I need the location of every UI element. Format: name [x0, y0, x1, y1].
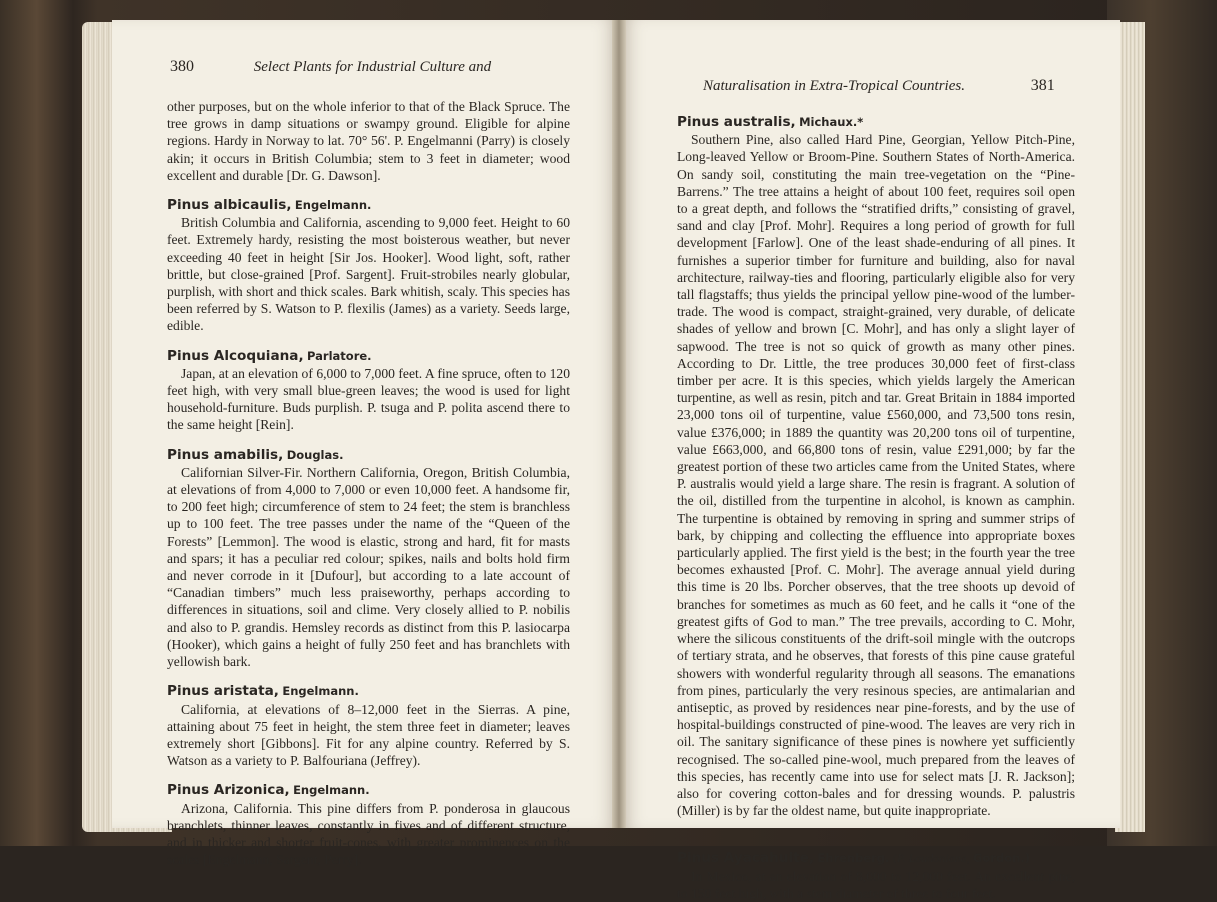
- entry-authority: Engelmann.: [293, 783, 370, 798]
- entry-text: In Mexico, at an elevation of 8,000 to 12,000 feet. An excellent pine, to 150 feet high, with a stem diameter of three to four feet.: [677, 868, 1075, 901]
- entry-text: Southern Pine, also called Hard Pine, Georgian, Yellow Pitch-Pine, Long-leaved Yellow or Broom-Pine. Southern States of North-America. On sandy soil, constituting the main tree-vegetation on the “Pine-Barrens.” The tree attains a height of about 100 feet, requires soil open to a great depth, and follows the “stratified drifts,” consisting of gravel, sand and clay [Prof. Mohr]. Requires a long period of growth for full development [Farlow]. One of the least shade-enduring of all pines. It furnishes a superior timber for furniture and building, also for naval architecture, railway-ties and flooring, particularly eligible also for very tall flagstaffs; thus yields the principal yellow pine-wood of the lumber-trade. The wood is compact, straight-grained, very durable, of delicate shades of yellow and brown [C. Mohr], and has only a slight layer of sapwood. The tree is not so quick of growth as many other pines. According to Dr. Little, the tree produces 30,000 feet of first-class timber per acre. It is this species, which yields largely the American turpentine, as well as resin, pitch and tar. Great Britain in 1884 imported 23,000 tons oil of turpentine, value £560,000, and 73,500 tons resin, value £376,000; in 1889 the quantity was 20,200 tons oil of turpentine, value £663,000, and 66,800 tons of resin, value £291,000; by far the greatest portion of these two articles came from the United States, where P. australis would yield a large share. The resin is fragrant. A solution of the oil, distilled from the turpentine in alcohol, is known as camphin. The turpentine is obtained by removing in spring and summer strips of bark, by chipping and collecting the effluence into appropriate boxes particularly applied. The first yield is the best; in the fourth year the tree becomes exhausted [Prof. C. Mohr]. The average annual yield during this time is 20 lbs. Porcher observes, that the tree shoots up devoid of branches for sometimes as much as 60 feet, and he calls it “one of the greatest gifts of God to man.” The tree prevails, according to C. Mohr, where the silicous constituents of the drift-soil mingle with the outcrops of tertiary strata, and he observes, that forests of this pine cause grateful showers with wonderful regularity through all seasons. The emanations from pines, particularly the very resinous species, are antimalarian and antiseptic, as proved by residences near pine-forests, and by the use of hospital-buildings constructed of pine-wood. The leaves are very rich in oil. The sanitary significance of these pines is nowhere yet sufficiently recognised. The so-called pine-wool, much prepared from the leaves of this species, has recently came into use for select mats [J. R. Jackson]; also for covering cotton-bales and for dressing wounds. P. palustris (Miller) is by far the oldest name, but quite inappropriate.: [677, 132, 1075, 819]
- continuation-paragraph: [167, 98, 570, 184]
- entry-pinus-amabilis: [167, 446, 570, 671]
- entry-pinus-australis: [677, 113, 1075, 819]
- entry-heading: Pinus amabilis,: [167, 446, 284, 463]
- right-page-header: [703, 77, 1055, 95]
- entry-authority: Engelmann.: [282, 684, 359, 699]
- entry-text: Arizona, California. This pine differs from P. ponderosa in glaucous branchlets, thinner leaves, constantly in fives and of different structure, and in thicker and shorter fruit-cones, with greater prominences on the scales [Engelmann, Sargent, Perry].: [167, 800, 570, 868]
- entry-text: Californian Silver-Fir. Northern California, Oregon, British Columbia, at elevations of from 4,000 to 7,000 or even 10,000 feet. A handsome fir, to 200 feet high; circumference of stem to 24 feet; the stem is branchless up to 100 feet. The tree passes under the name of the “Queen of the Forests” [Lemmon]. The wood is elastic, strong and hard, fit for masts and spars; it has a peculiar red colour; spikes, nails and bolts hold firm and never corrode in it [Dufour], but according to a late account of “Canadian timbers” much less praiseworthy, perhaps according to differences in situations, soil and clime. Very closely allied to P. nobilis and also to P. grandis. Hemsley records as distinct from this P. lasiocarpa (Hooker), which gains a height of fully 250 feet and has branchlets with yellowish bark.: [167, 464, 570, 670]
- running-head-left: Select Plants for Industrial Culture and: [253, 59, 492, 75]
- entry-authority: Ehrenberg.: [817, 851, 890, 866]
- running-head-right: Naturalisation in Extra-Tropical Countries.: [703, 78, 965, 94]
- entry-authority: Michaux.*: [799, 115, 864, 129]
- entry-text: Japan, at an elevation of 6,000 to 7,000 feet. A fine spruce, often to 120 feet high, with very small blue-green leaves; the wood is used for light household-furniture. Buds purplish. P. tsuga and P. polita ascend there to the same height [Rein].: [167, 365, 570, 433]
- entry-authority: Engelmann.: [294, 198, 372, 213]
- entry-pinus-arizonica: [167, 781, 570, 868]
- entry-heading: Pinus Alcoquiana,: [167, 347, 304, 364]
- entry-pinus-albicaulis: [167, 196, 570, 335]
- page-number-right: 381: [1030, 77, 1055, 94]
- entry-authority: Parlatore.: [307, 348, 372, 363]
- paragraph-text: other purposes, but on the whole inferior to that of the Black Spruce. The tree grows in damp situations or swampy ground. Eligible for alpine regions. Hardy in Norway to lat. 70° 56'. P. Engelmanni (Parry) is closely akin; it occurs in British Columbia; stem to 3 feet in diameter; wood excellent and durable [Dr. G. Dawson].: [167, 99, 570, 183]
- entry-heading: Pinus aristata,: [167, 683, 279, 700]
- page-number-left: 380: [170, 58, 194, 75]
- left-page-header: [170, 58, 491, 76]
- entry-heading: Pinus australis,: [677, 114, 796, 130]
- entry-pinus-ayacahuite: [677, 849, 1075, 902]
- book-gutter: [612, 20, 626, 828]
- left-page-body: [167, 98, 570, 868]
- entry-heading: Pinus albicaulis,: [167, 197, 292, 214]
- entry-heading: Pinus Arizonica,: [167, 782, 290, 799]
- entry-authority: Douglas.: [286, 447, 344, 462]
- entry-heading: Pinus Ayacahuite,: [677, 850, 814, 867]
- entry-text: California, at elevations of 8–12,000 feet in the Sierras. A pine, attaining about 75 feet in height, the stem three feet in diameter; leaves extremely short [Gibbons]. Fit for any alpine country. Referred by S. Watson as a variety to P. Balfouriana (Jeffrey).: [167, 701, 570, 769]
- synonym-open: (: [892, 851, 897, 866]
- entry-pinus-alcoquiana: [167, 347, 570, 434]
- right-page-body: [677, 113, 1075, 902]
- entry-pinus-aristata: [167, 682, 570, 769]
- entry-text: British Columbia and California, ascending to 9,000 feet. Height to 60 feet. Extremely hardy, resisting the most boisterous weather, but never exceeding 40 feet in height [Sir Jos. Hooker]. Wood light, soft, rather brittle, but close-grained [Prof. Sargent]. Fruit-strobiles nearly globular, purplish, with short and thick scales. Bark whitish, scaly. This species has been referred by S. Watson to P. flexilis (James) as a variety. Seeds large, edible.: [167, 215, 570, 334]
- synonym-authority: Gordon.): [973, 851, 1030, 866]
- entry-synonym: P. Loudoniana,: [896, 851, 970, 866]
